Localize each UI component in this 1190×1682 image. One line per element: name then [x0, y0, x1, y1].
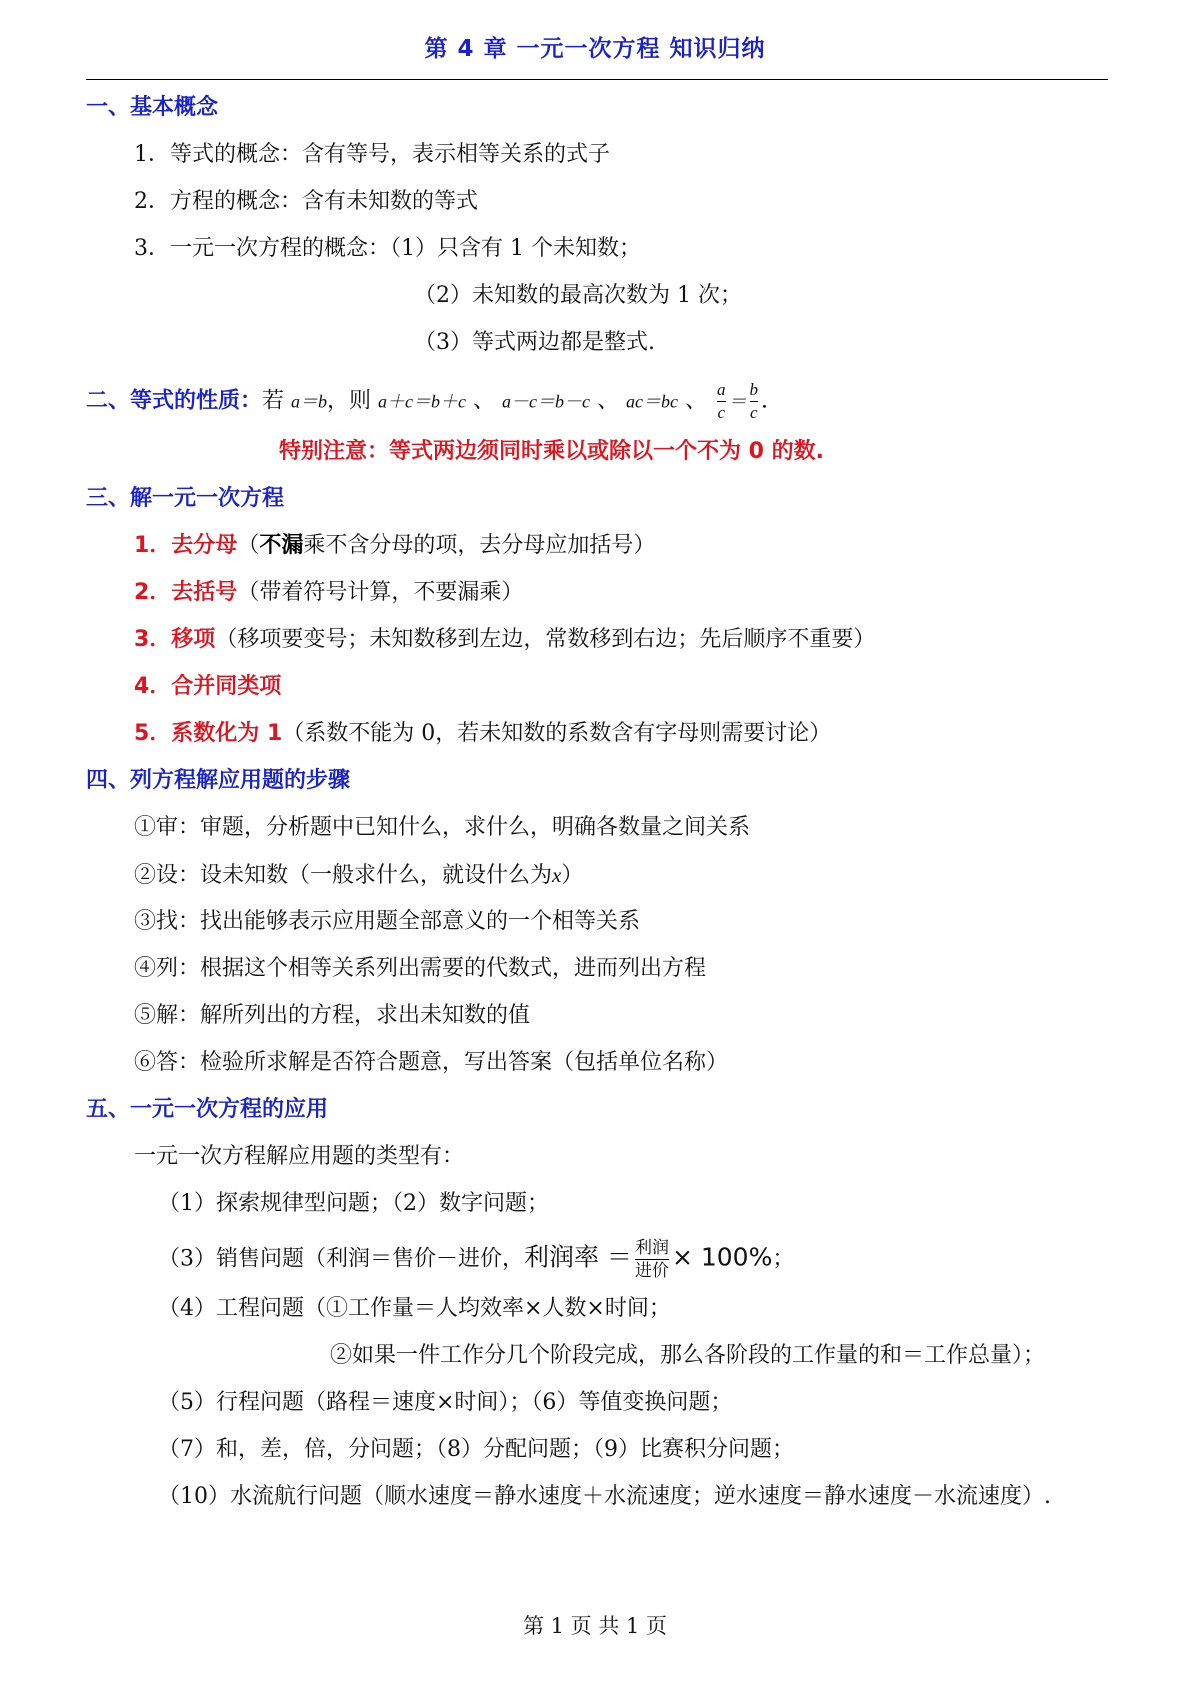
s3-step-1-bold: 不漏 — [259, 533, 304, 558]
s1-item-3-condition-1: （1）只含有 1 个未知数； — [390, 236, 641, 261]
s3-step-1-open: （ — [237, 533, 260, 558]
s3-step-3 — [134, 625, 875, 655]
s5-type-1-2: （1）探索规律型问题；（2）数字问题； — [158, 1191, 549, 1216]
s1-item-3-condition-2: （2）未知数的最高次数为 1 次； — [414, 283, 742, 308]
s1-item-2: 2．方程的概念：含有未知数的等式 — [134, 189, 478, 214]
s5-type-3 — [158, 1238, 794, 1281]
s3-step-4 — [134, 672, 281, 702]
s3-step-2-label: 2．去括号 — [134, 580, 238, 605]
s5-type-10: （10）水流航行问题（顺水速度＝静水速度＋水流速度；逆水速度＝静水速度－水流速度）. — [158, 1484, 1051, 1509]
s4-step-6: ⑥答：检验所求解是否符合题意，写出答案（包括单位名称） — [134, 1050, 729, 1075]
s4-step-1: ①审：审题，分析题中已知什么，求什么，明确各数量之间关系 — [134, 815, 751, 840]
s3-step-5-label: 5．系数化为 1 — [134, 721, 283, 746]
s1-item-3 — [134, 234, 641, 264]
s2-condition: a＝b — [291, 391, 328, 412]
document-title: 第 4 章 一元一次方程 知识归纳 — [424, 36, 766, 62]
s4-step-2-text: ②设：设未知数（一般求什么，就设什么为 — [134, 863, 553, 888]
s1-item-3-label: 3．一元一次方程的概念： — [134, 236, 390, 261]
section-2-heading: 二、等式的性质： — [86, 388, 263, 414]
s5-type-4a: （4）工程问题（①工作量＝人均效率×人数×时间； — [158, 1296, 671, 1321]
s2-formula-sub: a－c＝b－c — [502, 391, 591, 412]
s3-step-4-label: 4．合并同类项 — [134, 674, 282, 699]
s3-step-2-text: （带着符号计算，不要漏乘） — [237, 580, 524, 605]
s5-profit-rate: 利润率 ＝ — [524, 1242, 632, 1272]
s4-step-2 — [134, 860, 583, 891]
s5-type-7-9: （7）和，差，倍，分问题；（8）分配问题；（9）比赛积分问题； — [158, 1437, 794, 1462]
s2-fraction-equals: ＝ — [728, 391, 747, 412]
section-1-heading: 一、基本概念 — [86, 95, 219, 120]
s3-step-1 — [134, 531, 655, 561]
s3-step-3-text: （移项要变号；未知数移到左边，常数移到右边；先后顺序不重要） — [215, 627, 876, 652]
s5-type-3-end: ； — [772, 1246, 795, 1272]
section-5-heading: 五、一元一次方程的应用 — [86, 1097, 329, 1122]
s2-then: ，则 — [327, 388, 372, 414]
s2-formula-mul: ac＝bc — [626, 391, 678, 412]
s4-step-4: ④列：根据这个相等关系列出需要的代数式，进而列出方程 — [134, 956, 707, 981]
section-4-heading: 四、列方程解应用题的步骤 — [86, 768, 351, 793]
s3-step-1-label: 1．去分母 — [134, 533, 238, 558]
s2-fraction-b-over-c: $\frac{b}{c}$ — [749, 380, 758, 422]
s5-intro: 一元一次方程解应用题的类型有： — [134, 1144, 465, 1169]
s5-type-4b: ②如果一件工作分几个阶段完成，那么各阶段的工作量的和＝工作总量）； — [330, 1343, 1046, 1368]
s2-sep-1: 、 — [466, 388, 503, 414]
s2-end-period: . — [761, 388, 768, 414]
s3-step-1-rest: 乘不含分母的项，去分母应加括号） — [303, 533, 656, 558]
s3-step-2 — [134, 578, 523, 608]
s2-formula-add: a＋c＝b＋c — [378, 391, 467, 412]
s5-type-3-text: （3）销售问题（利润＝售价－进价， — [158, 1246, 524, 1272]
s5-type-5-6: （5）行程问题（路程＝速度×时间）；（6）等值变换问题； — [158, 1390, 733, 1415]
section-2-line — [86, 380, 768, 423]
s3-step-5-text: （系数不能为 0，若未知数的系数含有字母则需要讨论） — [282, 721, 832, 746]
page-footer: 第 1 页 共 1 页 — [522, 1614, 668, 1638]
s2-special-note: 特别注意：等式两边须同时乘以或除以一个不为 0 的数. — [279, 439, 824, 464]
s1-item-1: 1．等式的概念：含有等号，表示相等关系的式子 — [134, 142, 610, 167]
s4-step-2-var: x — [552, 863, 562, 887]
s4-step-2-end: ） — [561, 863, 584, 888]
s2-sep-3: 、 — [678, 388, 714, 414]
s5-profit-fraction: $\frac{\text{利润}}{\text{进价}}$ — [634, 1238, 669, 1281]
s4-step-5: ⑤解：解所列出的方程，求出未知数的值 — [134, 1003, 531, 1028]
s2-if: 若 — [262, 388, 285, 414]
s2-fraction-a-over-c: $\frac{a}{c}$ — [717, 380, 726, 422]
s3-step-3-label: 3．移项 — [134, 627, 216, 652]
s1-item-3-condition-3: （3）等式两边都是整式. — [414, 330, 655, 355]
s5-percent: × 100% — [671, 1242, 773, 1272]
s2-sep-2: 、 — [590, 388, 627, 414]
title-rule — [86, 79, 1108, 80]
s3-step-5 — [134, 719, 831, 749]
s4-step-3: ③找：找出能够表示应用题全部意义的一个相等关系 — [134, 909, 641, 934]
section-3-heading: 三、解一元一次方程 — [86, 486, 285, 511]
